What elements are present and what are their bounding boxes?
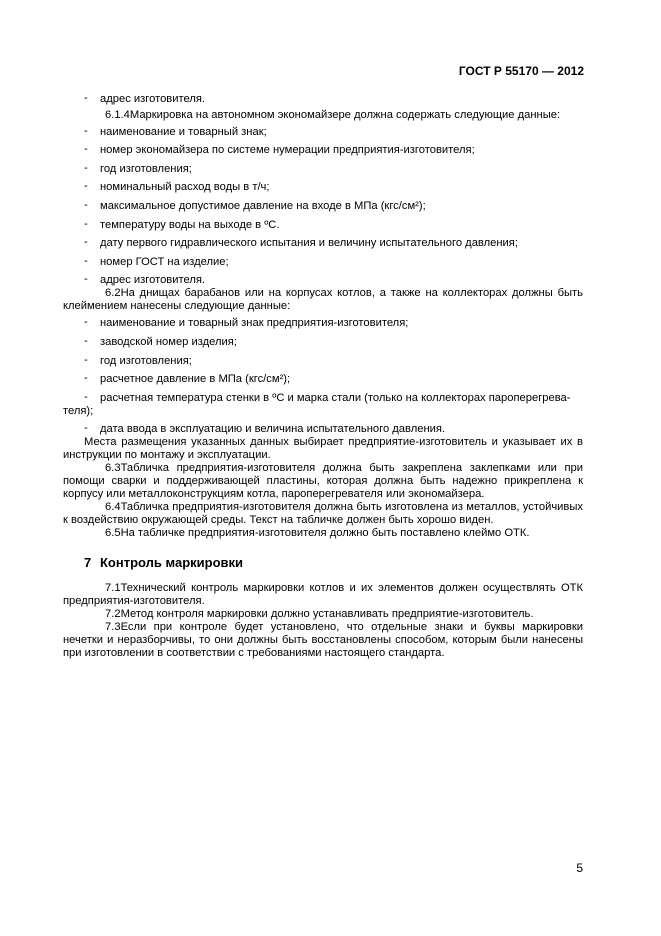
dash-bullet: - — [84, 143, 88, 156]
dash-bullet: - — [84, 198, 88, 211]
list-item: - наименование и товарный знак предприятия-изготовителя; — [84, 316, 409, 330]
dash-bullet: - — [84, 390, 88, 403]
dash-bullet: - — [84, 334, 88, 347]
list-item: - номер экономайзера по системе нумерации предприятия-изготовителя; — [84, 143, 475, 157]
dash-bullet: - — [84, 217, 88, 230]
page-number: 5 — [576, 861, 583, 875]
dash-bullet: - — [84, 316, 88, 329]
paragraph-7-3: 7.3Если при контроле будет установлено, что отдельные знаки и буквы маркировки нечетки и неразборчивы, то они должны быть восстановлены способом, которым были нанесены при изготовлении в соответствии с требованиями настоящего стандарта. — [63, 620, 583, 659]
paragraph-7-2: 7.2Метод контроля маркировки должно устанавливать предприятие-изготовитель. — [105, 607, 534, 620]
dash-bullet: - — [84, 254, 88, 267]
paragraph-6-2-placement: Места размещения указанных данных выбирает предприятие-изготовитель и указывает их в инструкции по монтажу и эксплуатации. — [63, 435, 583, 461]
dash-bullet: - — [84, 161, 88, 174]
list-item: - дата ввода в эксплуатацию и величина испытательного давления. — [84, 421, 446, 435]
dash-bullet: - — [84, 124, 88, 137]
list-item: - год изготовления; — [84, 353, 192, 367]
dash-bullet: - — [84, 92, 88, 104]
paragraph-6-4: 6.4Табличка предприятия-изготовителя должна быть изготовлена из металлов, устойчивых к воздействию окружающей среды. Текст на табличке должен быть хорошо виден. — [63, 500, 583, 526]
list-item: - наименование и товарный знак; — [84, 124, 267, 138]
list-item: - номинальный расход воды в т/ч; — [84, 180, 270, 194]
list-item-continuation: теля); — [63, 404, 94, 417]
section-7-heading: 7 Контроль маркировки — [84, 554, 243, 570]
paragraph-6-2: 6.2На днищах барабанов или на корпусах котлов, а также на коллекторах должны быть клеймением нанесены следующие данные: — [63, 287, 583, 313]
paragraph-7-1: 7.1Технический контроль маркировки котлов и их элементов должен осуществлять ОТК предприятия-изготовителя. — [63, 581, 583, 607]
dash-bullet: - — [84, 353, 88, 366]
document-body — [63, 93, 583, 660]
document-header: ГОСТ Р 55170 — 2012 — [458, 64, 584, 78]
list-item: - номер ГОСТ на изделие; — [84, 254, 229, 268]
dash-bullet: - — [84, 372, 88, 385]
dash-bullet: - — [84, 180, 88, 193]
paragraph-6-5: 6.5На табличке предприятия-изготовителя должно быть поставлено клеймо ОТК. — [105, 526, 530, 539]
list-item: - температуру воды на выходе в ºС. — [84, 217, 280, 231]
list-item: - адрес изготовителя. — [84, 92, 206, 105]
paragraph-6-1-4: 6.1.4Маркировка на автономном экономайзере должна содержать следующие данные: — [105, 108, 561, 121]
paragraph-6-3: 6.3Табличка предприятия-изготовителя должна быть закреплена заклепками или при помощи сварки и поддерживающей пластины, которая должна быть надежно прикреплена к корпусу или металлоконструкциям котла, пароперегревателя или экономайзера. — [63, 461, 583, 500]
dash-bullet: - — [84, 421, 88, 434]
list-item: - год изготовления; — [84, 161, 192, 175]
list-item: - максимальное допустимое давление на входе в МПа (кгс/см²); — [84, 198, 426, 212]
dash-bullet: - — [84, 236, 88, 249]
list-item: - расчетная температура стенки в ºС и марка стали (только на коллекторах пароперегрева- — [84, 390, 571, 404]
list-item: - заводской номер изделия; — [84, 334, 237, 348]
list-item: - адрес изготовителя. — [84, 273, 206, 287]
dash-bullet: - — [84, 273, 88, 286]
list-item: - расчетное давление в МПа (кгс/см²); — [84, 372, 291, 386]
list-item: - дату первого гидравлического испытания и величину испытательного давления; — [84, 236, 518, 250]
